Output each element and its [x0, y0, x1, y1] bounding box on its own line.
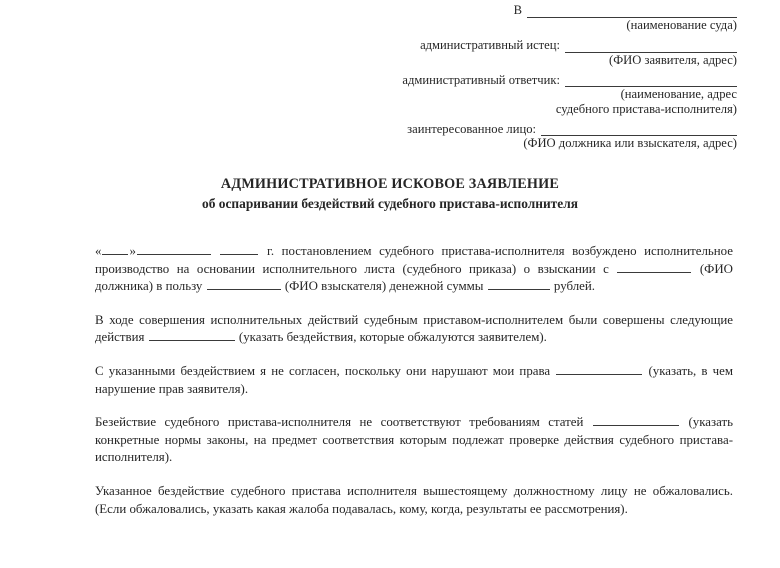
paragraph-5	[95, 483, 733, 518]
p2-text-2: (указать бездействия, которые обжалуются заявителем).	[238, 330, 547, 345]
header-caption-defendant-line1: (наименование, адрес	[620, 87, 737, 102]
p4-text-2: (указать конкретные нормы законы, на предмет соответствия которым подлежат проверке действия судебного пристава-исполнителя).	[95, 415, 733, 465]
header-row-court	[0, 4, 737, 18]
header-label-court: В	[513, 3, 522, 18]
p1-blank-month[interactable]	[137, 243, 211, 255]
header-fill-line-plaintiff[interactable]	[565, 39, 737, 53]
p5-text-1: Указанное бездействие судебного пристава исполнителя вышестоящему должностному лицу не обжаловались. (Если обжаловались, указать какая жалоба подавалась, кому, когда, результаты ее рассмотрения).	[95, 483, 733, 516]
p1-text-2: »	[129, 244, 136, 258]
header-caption-interested-party: (ФИО должника или взыскателя, адрес)	[523, 136, 737, 151]
paragraph-3	[95, 363, 733, 398]
header-fill-line-interested-party[interactable]	[541, 122, 737, 136]
p1-blank-debtor[interactable]	[617, 261, 691, 273]
header-row-plaintiff	[0, 39, 737, 53]
p3-text-1: С указанными бездействием я не согласен, поскольку они нарушают мои права	[95, 363, 551, 378]
p1-blank-claimant[interactable]	[207, 278, 281, 290]
paragraph-2	[95, 312, 733, 347]
document-title-block	[0, 176, 780, 212]
header-label-defendant: административный ответчик:	[402, 72, 560, 87]
page-title: АДМИНИСТРАТИВНОЕ ИСКОВОЕ ЗАЯВЛЕНИЕ	[220, 176, 560, 192]
header-row-interested-party	[0, 122, 737, 136]
p1-text-3: г. постановлением судебного пристава-исполнителя возбуждено исполнительное производство на основании исполнительного листа (судебного приказа) о взыскании с	[95, 244, 733, 276]
p2-blank-actions[interactable]	[149, 329, 235, 341]
p1-blank-day[interactable]	[102, 243, 128, 255]
addressee-header-block	[0, 4, 737, 152]
paragraph-4	[95, 414, 733, 467]
p1-text-5: (ФИО взыскателя) денежной суммы	[284, 279, 484, 294]
p4-blank-articles[interactable]	[593, 414, 679, 426]
p2-text-1: В ходе совершения исполнительных действий судебным приставом-исполнителем были совершены следующие действия	[95, 312, 733, 345]
document-body	[95, 243, 733, 518]
p1-blank-amount[interactable]	[488, 278, 550, 290]
header-label-interested-party: заинтересованное лицо:	[407, 121, 536, 136]
p1-text-6: рублей.	[553, 279, 595, 294]
p1-text-1: «	[95, 244, 102, 258]
p4-text-1: Безействие судебного пристава-исполнителя не соответствуют требованиям статей	[95, 415, 584, 430]
p1-blank-year[interactable]	[220, 243, 258, 255]
header-label-plaintiff: административный истец:	[420, 38, 560, 52]
header-fill-line-defendant[interactable]	[565, 73, 737, 87]
header-caption-defendant-line2: судебного пристава-исполнителя)	[555, 101, 737, 116]
p1-text-4: (ФИО должника) в пользу	[95, 261, 733, 294]
paragraph-1	[95, 243, 733, 296]
header-row-defendant	[0, 73, 737, 87]
header-caption-court: (наименование суда)	[626, 18, 737, 32]
header-fill-line-court[interactable]	[527, 4, 737, 18]
p3-text-2: (указать, в чем нарушение прав заявителя).	[95, 363, 733, 396]
p3-blank-rights[interactable]	[556, 363, 642, 375]
page-subtitle: об оспаривании бездействий судебного пристава-исполнителя	[202, 196, 578, 212]
header-caption-plaintiff: (ФИО заявителя, адрес)	[609, 52, 737, 67]
